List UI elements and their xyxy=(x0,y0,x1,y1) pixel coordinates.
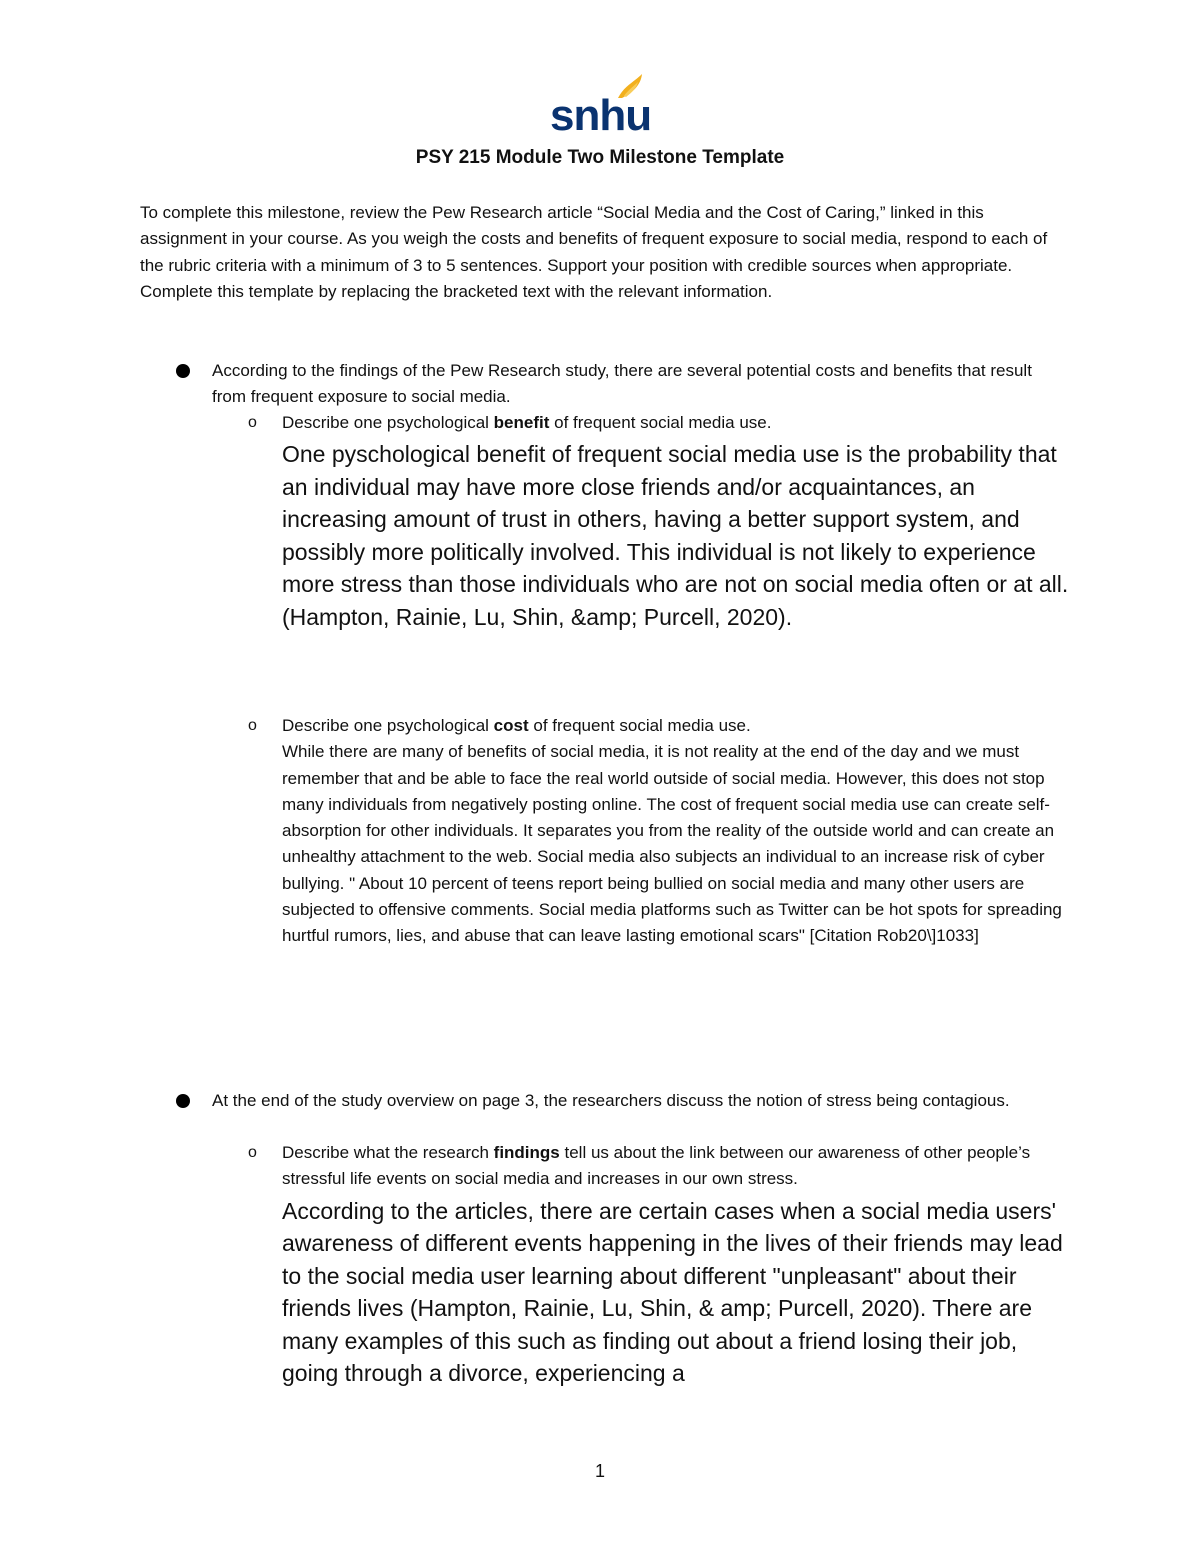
bullet-text: At the end of the study overview on page 3, the researchers discuss the notion of stress being contagious. xyxy=(212,1091,1010,1110)
section-bullet xyxy=(140,1088,1065,1114)
sub-marker: o xyxy=(248,717,257,734)
answer-text: According to the articles, there are certain cases when a social media users' awareness of different events happening in the lives of their friends may lead to the social media user learning about different "unpleasant" about their friends lives (Hampton, Rainie, Lu, Shin, & amp; Purcell, 2020). There are many examples of this such as finding out about a friend losing their job, going through a divorce, experiencing a xyxy=(282,1197,1063,1387)
logo-text: snhu xyxy=(550,91,652,140)
bullet-icon xyxy=(176,364,190,378)
sub-prompt: Describe one psychological benefit of frequent social media use. xyxy=(282,413,772,432)
sub-marker: o xyxy=(248,1144,257,1161)
intro-paragraph: To complete this milestone, review the Pew Research article “Social Media and the Cost of Caring,” linked in this assignment in your course. As you weigh the costs and benefits of frequent exposure to social media, respond to each of the rubric criteria with a minimum of 3 to 5 sentences. Support your position with credible sources when appropriate. Complete this template by replacing the bracketed text with the relevant information. xyxy=(140,203,1048,301)
sub-prompt: Describe one psychological cost of frequent social media use. xyxy=(282,716,751,735)
sub-item xyxy=(248,1140,1068,1390)
answer-text: While there are many of benefits of social media, it is not reality at the end of the day and we must remember that and be able to face the real world outside of social media. However, this does not stop many individuals from negatively posting online. The cost of frequent social media use can create self-absorption for other individuals. It separates you from the reality of the outside world and can create an unhealthy attachment to the web. Social media also subjects an individual to an increase risk of cyber bullying. " About 10 percent of teens report being bullied on social media and many other users are subjected to offensive comments. Social media platforms such as Twitter can be hot spots for spreading hurtful rumors, lies, and abuse that can leave lasting emotional scars" [Citation Rob20\]1033] xyxy=(282,742,1062,946)
section-bullet xyxy=(140,358,1065,411)
sub-item xyxy=(248,713,1068,950)
bullet-icon xyxy=(176,1094,190,1108)
sub-prompt: Describe what the research findings tell us about the link between our awareness of other people’s stressful life events on social media and increases in our own stress. xyxy=(282,1143,1031,1189)
page-number: 1 xyxy=(594,1461,605,1481)
answer-text: One pyschological benefit of frequent social media use is the probability that an individual may have more close friends and/or acquaintances, an increasing amount of trust in others, having a better support system, and possibly more politically involved. This individual is not likely to experience more stress than those individuals who are not on social media often or at all. (Hampton, Rainie, Lu, Shin, &amp; Purcell, 2020). xyxy=(282,441,1069,630)
sub-marker: o xyxy=(248,414,257,431)
sub-item xyxy=(248,410,1068,633)
page-title: PSY 215 Module Two Milestone Template xyxy=(415,147,785,168)
bullet-text: According to the findings of the Pew Research study, there are several potential costs and benefits that result from frequent exposure to social media. xyxy=(212,361,1032,407)
snhu-logo xyxy=(550,72,652,140)
